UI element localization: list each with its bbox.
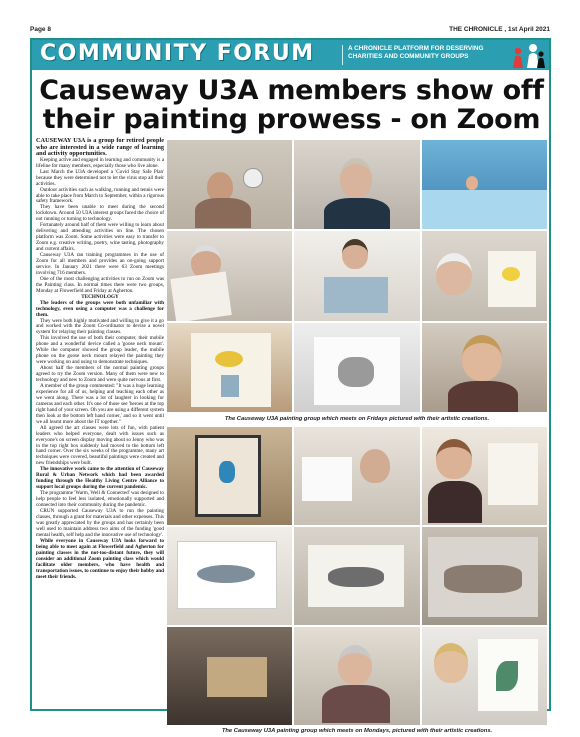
member-body <box>195 198 251 228</box>
zoom-tile <box>422 427 547 525</box>
zoom-tile <box>167 627 292 725</box>
member-body <box>428 481 482 523</box>
zoom-tile <box>294 527 419 625</box>
article-headline: Causeway U3A members show off their painting prowess - on Zoom <box>39 75 544 135</box>
article-paragraph: Last March the U3A developed a 'Covid Stay Safe Plan' because they were determined not to let the virus stop all their activities. <box>36 168 164 187</box>
article-paragraph: A member of the group commented: "It was a huge learning experience for all of us, helping and teaching each other as we went along. There was a lot of laughter in looking for cameras and each other. It's one of those see 'heroes at the top right hand of your screen. Oh you are using a different system then look at the bottom left hand corner,' and so it went until we all learnt more about the IT together." <box>36 383 164 425</box>
article-paragraph: Outdoor activities such as walking, running and tennis were able to take place from March to September, within a rigorous safety framework. <box>36 186 164 205</box>
page-header <box>30 26 550 38</box>
article-paragraph: They were both highly motivated and willing to give it a go and worked with the Zoom Co-ordinator to devise a novel system for relaying their painting classes. <box>36 317 164 336</box>
article-paragraph: The leaders of the groups were both unfamiliar with technology, even using a computer was a challenge for them. <box>36 299 164 318</box>
bird-painting <box>488 443 538 505</box>
section-banner <box>32 40 549 70</box>
zoom-tile <box>167 140 292 229</box>
article-paragraph: About half the members of the normal painting groups agreed to try the Zoom version. Many of them were new to technology and new to Zoom and were quite nervous at first. <box>36 365 164 384</box>
zoom-tile <box>294 323 419 412</box>
member-portrait <box>436 253 472 295</box>
zoom-tile <box>167 427 292 525</box>
wall-clock <box>243 168 263 188</box>
article-lead: CAUSEWAY U3A is a group for retired people who are interested in a wide range of learning and activity opportunities. <box>36 137 164 158</box>
banner-divider <box>342 45 343 65</box>
friday-caption: The Causeway U3A painting group which meets on Fridays pictured with their artistic creations. <box>224 416 490 422</box>
article-body <box>36 138 164 580</box>
friday-zoom-photo <box>167 140 547 412</box>
member-portrait <box>340 158 372 198</box>
monday-caption: The Causeway U3A painting group which meets on Mondays, pictured with their artistic creations. <box>221 728 493 734</box>
zoom-tile <box>167 323 292 412</box>
member-body <box>322 685 390 723</box>
article-paragraph: While everyone in Causeway U3A looks forward to being able to meet again at Flowerfield and Agherton for painting classes in the not-too-distant future, they will consider an additional Zoom painting class which would facilitate older members, who have health and transportation issues, to continue to enjoy their hobby and meet their friends. <box>36 537 165 580</box>
monday-zoom-photo <box>167 427 547 725</box>
article-paragraph: Fortunately around half of them were willing to learn about delivering and attending activities on line. The chosen platform was Zoom. Some activities were easy to transfer to Zoom e.g. creative writing, poetry, wine tasting, photography and current affairs. <box>36 222 164 253</box>
member-portrait <box>462 335 502 381</box>
page-frame <box>30 38 551 734</box>
article-paragraph: The innovative work came to the attention of Causeway Rural & Urban Network which had been awarded funding through the Healthy Living Centre Alliance to support local groups during the current pandemic. <box>36 466 164 491</box>
zoom-tile <box>294 140 419 229</box>
member-portrait <box>338 645 372 685</box>
painting-held <box>324 277 388 313</box>
article-subheading: TECHNOLOGY <box>81 293 119 300</box>
zoom-tile <box>294 231 419 320</box>
community-people-icon <box>503 42 545 68</box>
member-portrait <box>436 439 472 479</box>
zoom-tile <box>422 527 547 625</box>
member-body <box>448 381 518 412</box>
member-body <box>324 198 390 229</box>
zoom-tile <box>167 231 292 320</box>
section-title: COMMUNITY FORUM <box>40 41 315 66</box>
zoom-tile <box>167 527 292 625</box>
member-portrait <box>342 239 368 269</box>
zoom-tile <box>422 323 547 412</box>
member-portrait <box>360 449 390 483</box>
zoom-tile <box>294 627 419 725</box>
zoom-tile <box>294 427 419 525</box>
zoom-tile <box>422 627 547 725</box>
article-paragraph: This involved the use of both their computer, their mobile phone and a wonderful device called a 'goose neck mount'. While the computer showed the group leader, the mobile phone on the goose neck mount relayed the painting they were working on and using to demonstrate techniques. <box>36 335 164 366</box>
painting-held <box>302 457 352 501</box>
article-paragraph: Keeping active and engaged in learning and community is a lifeline for many members, especially those who live alone. <box>36 156 164 169</box>
zoom-tile <box>422 140 547 229</box>
article-paragraph: CRUN supported Causeway U3A to run the painting classes, through a grant for materials and other expenses. This was greatly appreciated by the groups and has certainly been well used to maintain address two aims of the funding 'good mental health, self help and the innovative use of technology'. <box>36 508 164 538</box>
swimmer-painting <box>466 176 478 190</box>
article-paragraph: Causeway U3A ran training programmes in the use of Zoom for all members and provides an on-going support service. In January 2021 there were 63 Zoom meetings involving 716 members. <box>36 252 164 276</box>
page-number: Page 8 <box>30 26 51 33</box>
article-paragraph: All agreed the art classes were lots of fun, with patient leaders who helped everyone, dealt with issues such as everyone's on screen display moving about so Jenny who was in the top right box suddenly had moved to the bottom left hand corner. Over the six weeks of the programme, many art techniques were covered, beautiful paintings were created and new friendships were built. <box>36 424 164 467</box>
zoom-tile <box>422 231 547 320</box>
painting-held <box>170 272 232 321</box>
article-paragraph: One of the most challenging activities to run on Zoom was the Painting class. In normal times there were two groups, Monday at Flowerfield and Friday at Agherton. <box>36 275 164 294</box>
article-paragraph: The programme 'Warm, Well & Connected' was designed to help people to feel less isolated, emotionally supported and connected into their community during the pandemic. <box>36 490 164 509</box>
newspaper-dateline: THE CHRONICLE , 1st April 2021 <box>449 26 550 33</box>
member-portrait <box>434 643 468 683</box>
section-tagline: A CHRONICLE PLATFORM FOR DESERVING CHARITIES AND COMMUNITY GROUPS <box>348 45 484 60</box>
article-paragraph: They have been unable to meet during the second lockdown. Around 50 U3A interest groups faced the choice of not running or turning to technology. <box>36 204 164 223</box>
